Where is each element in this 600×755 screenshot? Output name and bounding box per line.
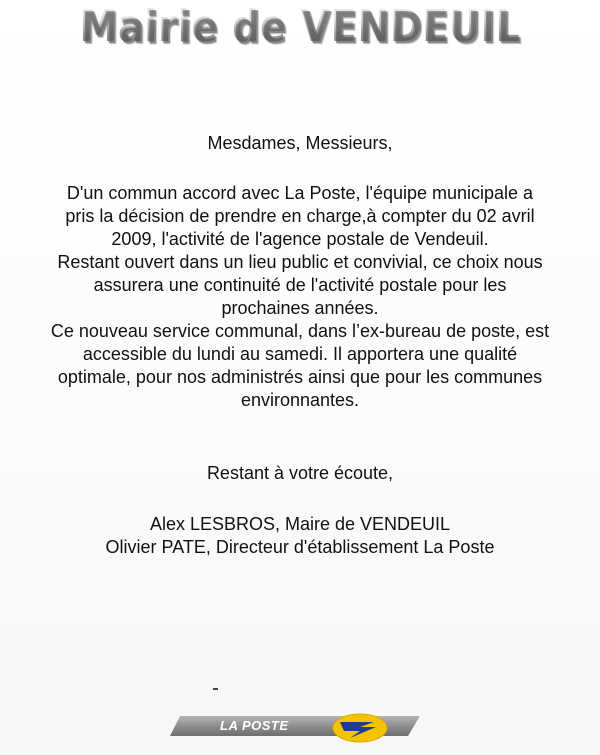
body-line: optimale, pour nos administrés ainsi que pour les communes xyxy=(57,367,543,387)
signature-director: Olivier PATE, Directeur d'établissement La Poste xyxy=(105,537,495,557)
footer-band-shape xyxy=(170,712,430,740)
stray-mark xyxy=(213,688,218,690)
body-line: accessible du lundi au samedi. Il apportera une qualité xyxy=(82,344,518,364)
body-line: pris la décision de prendre en charge,à compter du 02 avril xyxy=(65,206,535,226)
signature-mayor: Alex LESBROS, Maire de VENDEUIL xyxy=(149,514,451,534)
body-line: D'un commun accord avec La Poste, l'équipe municipale a xyxy=(66,183,534,203)
body-line: environnantes. xyxy=(240,390,360,410)
brand-label: LA POSTE xyxy=(220,718,289,733)
letter-paragraph xyxy=(0,182,600,412)
body-line: Restant ouvert dans un lieu public et convivial, ce choix nous xyxy=(57,252,543,272)
signature-block xyxy=(0,513,600,559)
body-line: 2009, l'activité de l'agence postale de Vendeuil. xyxy=(111,229,489,249)
page-title: Mairie de VENDEUIL xyxy=(42,2,558,52)
closing-line: Restant à votre écoute, xyxy=(206,463,394,483)
greeting-line: Mesdames, Messieurs, xyxy=(207,133,393,153)
body-line: prochaines années. xyxy=(221,298,379,318)
body-line: Ce nouveau service communal, dans l’ex-bureau de poste, est xyxy=(50,321,550,341)
body-line: assurera une continuité de l'activité postale pour les xyxy=(93,275,507,295)
la-poste-bird-logo-icon xyxy=(330,712,390,744)
la-poste-footer xyxy=(170,712,430,740)
